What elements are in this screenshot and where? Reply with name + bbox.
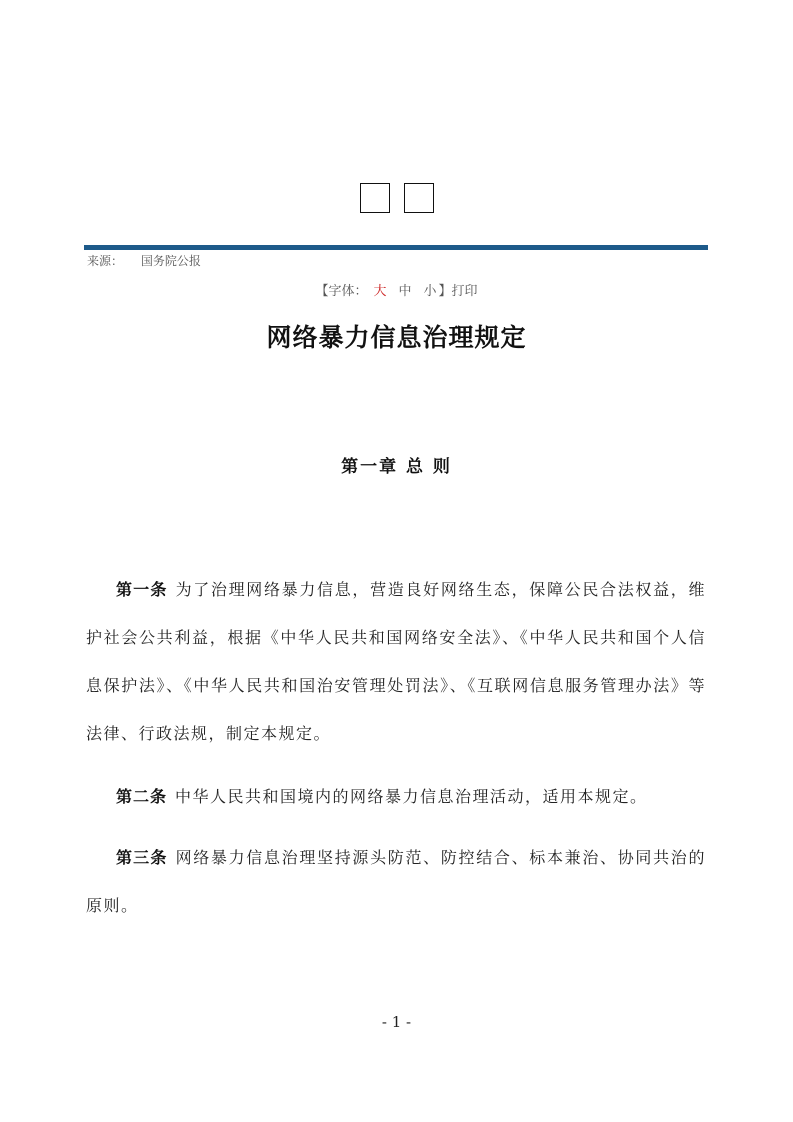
source-label: 来源： <box>87 254 124 268</box>
article-label: 第二条 <box>116 787 168 806</box>
page-number: - 1 - <box>381 1013 412 1031</box>
font-small-link[interactable]: 小 <box>423 284 437 299</box>
placeholder-box-icon <box>360 183 390 213</box>
article-text: 网络暴力信息治理坚持源头防范、防控结合、标本兼治、协同共治的原则。 <box>86 848 706 915</box>
font-large-link[interactable]: 大 <box>373 284 387 299</box>
header-divider <box>84 245 708 250</box>
font-controls-close: 】 <box>438 284 452 299</box>
article-label: 第三条 <box>116 848 168 867</box>
article-label: 第一条 <box>116 580 168 599</box>
document-title: 网络暴力信息治理规定 <box>266 323 527 352</box>
font-controls-open: 【字体： <box>315 284 368 299</box>
font-medium-link[interactable]: 中 <box>398 284 412 299</box>
placeholder-box-icon <box>404 183 434 213</box>
print-link[interactable]: 打印 <box>451 284 478 299</box>
article-text: 中华人民共和国境内的网络暴力信息治理活动，适用本规定。 <box>175 787 648 806</box>
chapter-heading: 第一章 总 则 <box>341 457 452 477</box>
header-placeholder-glyphs <box>0 183 793 213</box>
source-line <box>87 252 201 269</box>
article-3 <box>86 834 706 930</box>
article-2 <box>86 773 706 821</box>
source-value: 国务院公报 <box>140 254 201 268</box>
article-1 <box>86 566 706 758</box>
article-text: 为了治理网络暴力信息，营造良好网络生态，保障公民合法权益，维护社会公共利益，根据《中华人民共和国网络安全法》、《中华人民共和国个人信息保护法》、《中华人民共和国治安管理处罚法》、《互联网信息服务管理办法》等法律、行政法规，制定本规定。 <box>86 580 706 743</box>
font-size-controls <box>0 280 793 299</box>
